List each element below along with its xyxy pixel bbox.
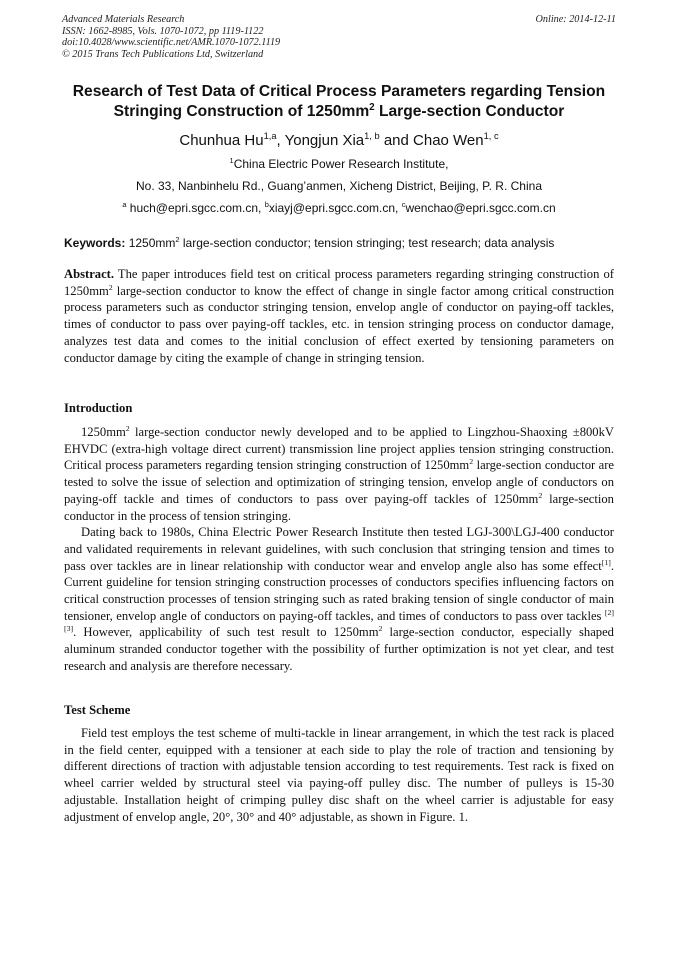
author-emails: $^a$ huch@epri.sgcc.com.cn, $^b$xiayj@epri.sgcc.com.cn, $^c$wenchao@epri.sgcc.com.cn — [122, 200, 556, 215]
affiliation-institute: $^1$China Electric Power Research Institute, — [229, 156, 449, 171]
online-date: Online: 2014-12-11 — [535, 14, 616, 25]
test-scheme-body — [64, 725, 614, 825]
copyright-line: © 2015 Trans Tech Publications Ltd, Switzerland — [62, 48, 264, 60]
author-list: Chunhua Hu$^{1,a}$, Yongjun Xia$^{1, b}$ and Chao Wen$^{1, c}$ — [179, 131, 499, 149]
section-heading-test-scheme: Test Scheme — [64, 703, 131, 717]
author-3: and Chao Wen — [383, 132, 484, 149]
paper-title — [50, 82, 628, 121]
author-2: Yongjun Xia — [284, 132, 365, 149]
keywords: Keywords: $1250mm^2$ large-section conductor; tension stringing; test research; data analysis — [64, 235, 555, 250]
abstract: Abstract. The paper introduces field test on critical process parameters regarding stringing construction of $1250mm^2$ large-section conductor to know the effect of change in single factor among critical construction process parameters such as conductor stringing tension, envelop angle of conductor on paying-off tackles, times of conductor to pass over paying-off tackles, etc. in tension stringing process on conductor damage, analyzes test data and comes to the initial conclusion of effect exerted by tensioning parameters on conductor damage by citing the example of change in stringing tension. — [64, 267, 614, 365]
title-line-2: Stringing Construction of $1250mm^2$ Large-section Conductor — [113, 101, 565, 120]
author-1: Chunhua Hu — [179, 132, 264, 149]
issn-line: ISSN: 1662-8985, Vols. 1070-1072, pp 1119-1122 — [62, 25, 264, 37]
keywords-label: Keywords: — [64, 236, 126, 250]
affiliation-address: No. 33, Nanbinhelu Rd., Guang’anmen, Xicheng District, Beijing, P. R. China — [135, 179, 542, 193]
test-scheme-paragraph: Field test employs the test scheme of multi-tackle in linear arrangement, in which the test rack is placed in the field center, equipped with a tensioner at each side to play the role of traction and tensioning by different directions of traction with adjustable tension according to test requirements. Test rack is fixed on wheel carrier welded by structural steel via paying-off pulley disc. The number of pulleys is 15-30 adjustable. Installation height of crimping pulley disc shaft on the wheel carrier is adjustable for easy adjustment of envelop angle, 20°, 30° and 40° adjustable, as shown in Figure. 1. — [64, 726, 614, 824]
doi-line: doi:10.4028/www.scientific.net/AMR.1070-1072.1119 — [62, 37, 281, 49]
abstract-label: Abstract. — [64, 267, 115, 281]
introduction-body — [64, 424, 614, 675]
title-line-1: Research of Test Data of Critical Process Parameters regarding Tension — [72, 83, 606, 100]
intro-paragraph-2: Dating back to 1980s, China Electric Power Research Institute then tested LGJ-300\LGJ-400 conductor and validated requirements in relevant guidelines, with such conclusion that stringing tension and times to pass over tackles are in linear relationship with conductor wear and envelop angle also has some effect[1]. Current guideline for tension stringing construction processes of conductors specifies influencing factors on critical construction processes of tension stringing such as rated braking tension of single conductor of main tensioner, envelop angle of conductors on paying-off tackles, and times of conductors to pass over tackles [2] [3]. However, applicability of such test result to $1250mm^2$ large-section conductor, especially shaped aluminum stranded conductor together with the possibility of further optimization is not yet clear, and test research and analysis are therefore necessary. — [64, 525, 614, 673]
intro-paragraph-1: $1250mm^2$ large-section conductor newly developed and to be applied to Lingzhou-Shaoxing ±800kV EHVDC (extra-high voltage direct current) transmission line project applies tension stringing construction. Critical process parameters regarding tension stringing construction of $1250mm^2$ large-section conductor are tested to solve the issue of selection and optimization of stringing tension, envelop angle of conductors on paying-off tackle and times of conductors to pass over paying-off tackles of $1250mm^2$ large-section conductor in the process of tension stringing. — [64, 423, 614, 523]
journal-name: Advanced Materials Research — [62, 14, 185, 25]
journal-header — [62, 14, 616, 60]
section-heading-introduction: Introduction — [64, 401, 133, 415]
